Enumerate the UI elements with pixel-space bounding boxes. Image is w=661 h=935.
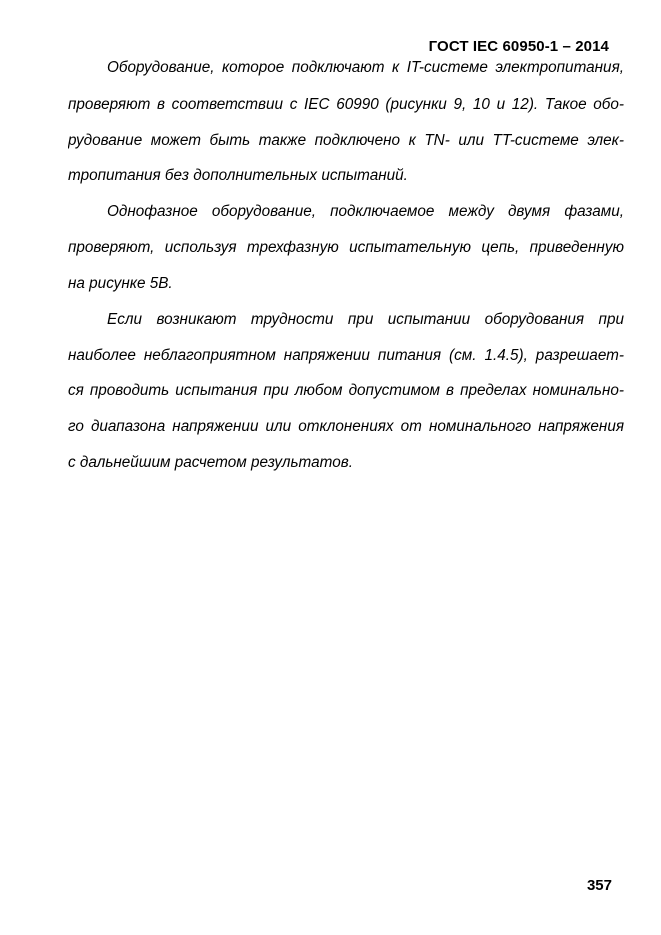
text-line: проверяют, используя трехфазную испытательную цепь, приведенную	[68, 239, 624, 256]
text-line: на рисунке 5В.	[68, 275, 173, 292]
text-line: наиболее неблагоприятном напряжении питания (см. 1.4.5), разрешает-	[68, 347, 624, 364]
text-line: тропитания без дополнительных испытаний.	[68, 167, 408, 184]
text-line: Оборудование, которое подключают к IT-системе электропитания,	[107, 59, 624, 76]
text-line: ся проводить испытания при любом допустимом в пределах номинально-	[68, 382, 624, 399]
text-line: с дальнейшим расчетом результатов.	[68, 454, 353, 471]
document-header-standard-id: ГОСТ IEC 60950-1 – 2014	[428, 38, 609, 55]
text-line: проверяют в соответствии с IEC 60990 (рисунки 9, 10 и 12). Такое обо-	[68, 96, 624, 113]
page-number: 357	[586, 877, 612, 894]
text-line: рудование может быть также подключено к TN- или TT-системе элек-	[68, 132, 624, 149]
text-line: го диапазона напряжении или отклонениях от номинального напряжения	[68, 418, 624, 435]
text-line: Если возникают трудности при испытании оборудования при	[107, 311, 624, 328]
text-line: Однофазное оборудование, подключаемое между двумя фазами,	[107, 203, 624, 220]
